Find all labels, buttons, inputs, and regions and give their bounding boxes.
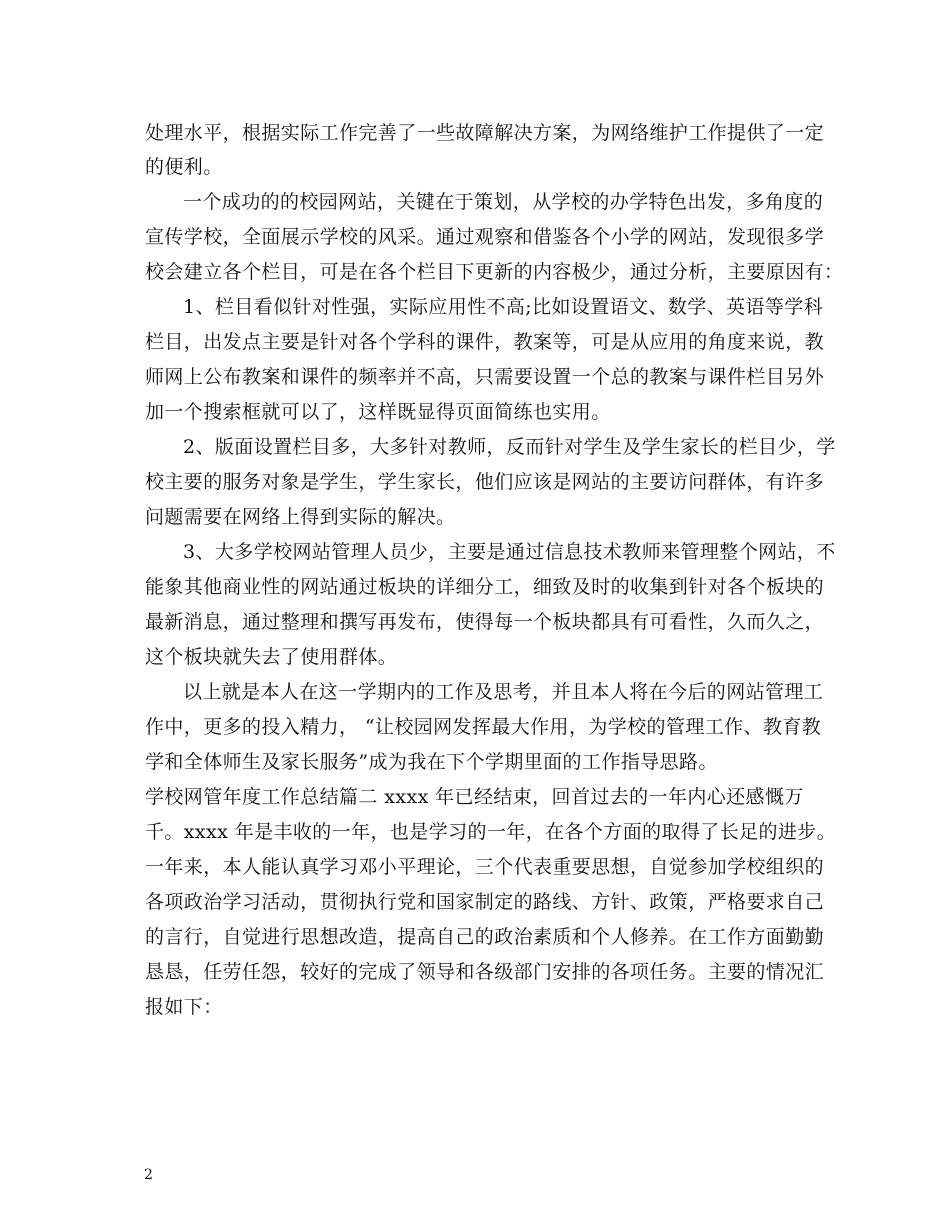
text-line: 能象其他商业性的网站通过板块的详细分工，细致及时的收集到针对各个板块的	[145, 576, 825, 598]
text-line: 学和全体师生及家长服务”成为我在下个学期里面的工作指导思路。	[145, 751, 718, 773]
text-line: 的便利。	[145, 156, 223, 178]
text-line: 报如下：	[145, 996, 223, 1018]
text-line: 千。xxxx 年是丰收的一年，也是学习的一年，在各个方面的取得了长足的进步。	[145, 821, 837, 843]
paragraph-start: 以上就是本人在这一学期内的工作及思考，并且本人将在今后的网站管理工	[183, 681, 824, 703]
text-line: 一年来，本人能认真学习邓小平理论，三个代表重要思想，自觉参加学校组织的	[145, 856, 825, 878]
list-item-3: 3、大多学校网站管理人员少，主要是通过信息技术教师来管理整个网站，不	[183, 541, 836, 563]
text-line: 校主要的服务对象是学生，学生家长，他们应该是网站的主要访问群体，有许多	[145, 471, 825, 493]
text-line: 处理水平，根据实际工作完善了一些故障解决方案，为网络维护工作提供了一定	[145, 122, 825, 144]
text-line: 最新消息，通过整理和撰写再发布，使得每一个板块都具有可看性，久而久之，	[145, 611, 825, 633]
section-heading-line: 学校网管年度工作总结篇二 xxxx 年已经结束，回首过去的一年内心还感慨万	[145, 786, 804, 808]
text-line: 栏目，出发点主要是针对各个学科的课件，教案等，可是从应用的角度来说，教	[145, 331, 825, 353]
text-line: 师网上公布教案和课件的频率并不高，只需要设置一个总的教案与课件栏目另外	[145, 366, 825, 388]
list-item-1: 1、栏目看似针对性强，实际应用性不高;比如设置语文、数学、英语等学科	[183, 296, 824, 318]
text-line: 的言行，自觉进行思想改造，提高自己的政治素质和个人修养。在工作方面勤勤	[145, 926, 825, 948]
text-line: 作中，更多的投入精力， “让校园网发挥最大作用，为学校的管理工作、教育教	[145, 716, 822, 738]
text-line: 加一个搜索框就可以了，这样既显得页面简练也实用。	[145, 401, 611, 423]
text-line: 恳恳，任劳任怨，较好的完成了领导和各级部门安排的各项任务。主要的情况汇	[145, 961, 825, 983]
text-line: 这个板块就失去了使用群体。	[145, 646, 398, 668]
list-item-2: 2、版面设置栏目多，大多针对教师，反而针对学生及学生家长的栏目少，学	[183, 436, 836, 458]
text-line: 宣传学校，全面展示学校的风采。通过观察和借鉴各个小学的网站，发现很多学	[145, 226, 825, 248]
text-line: 各项政治学习活动，贯彻执行党和国家制定的路线、方针、政策，严格要求自己	[145, 891, 825, 913]
paragraph-start: 一个成功的的校园网站，关键在于策划，从学校的办学特色出发，多角度的	[183, 191, 824, 213]
text-line: 问题需要在网络上得到实际的解决。	[145, 506, 456, 528]
text-line: 校会建立各个栏目，可是在各个栏目下更新的内容极少，通过分析，主要原因有：	[145, 261, 844, 283]
page-number: 2	[144, 1167, 153, 1183]
